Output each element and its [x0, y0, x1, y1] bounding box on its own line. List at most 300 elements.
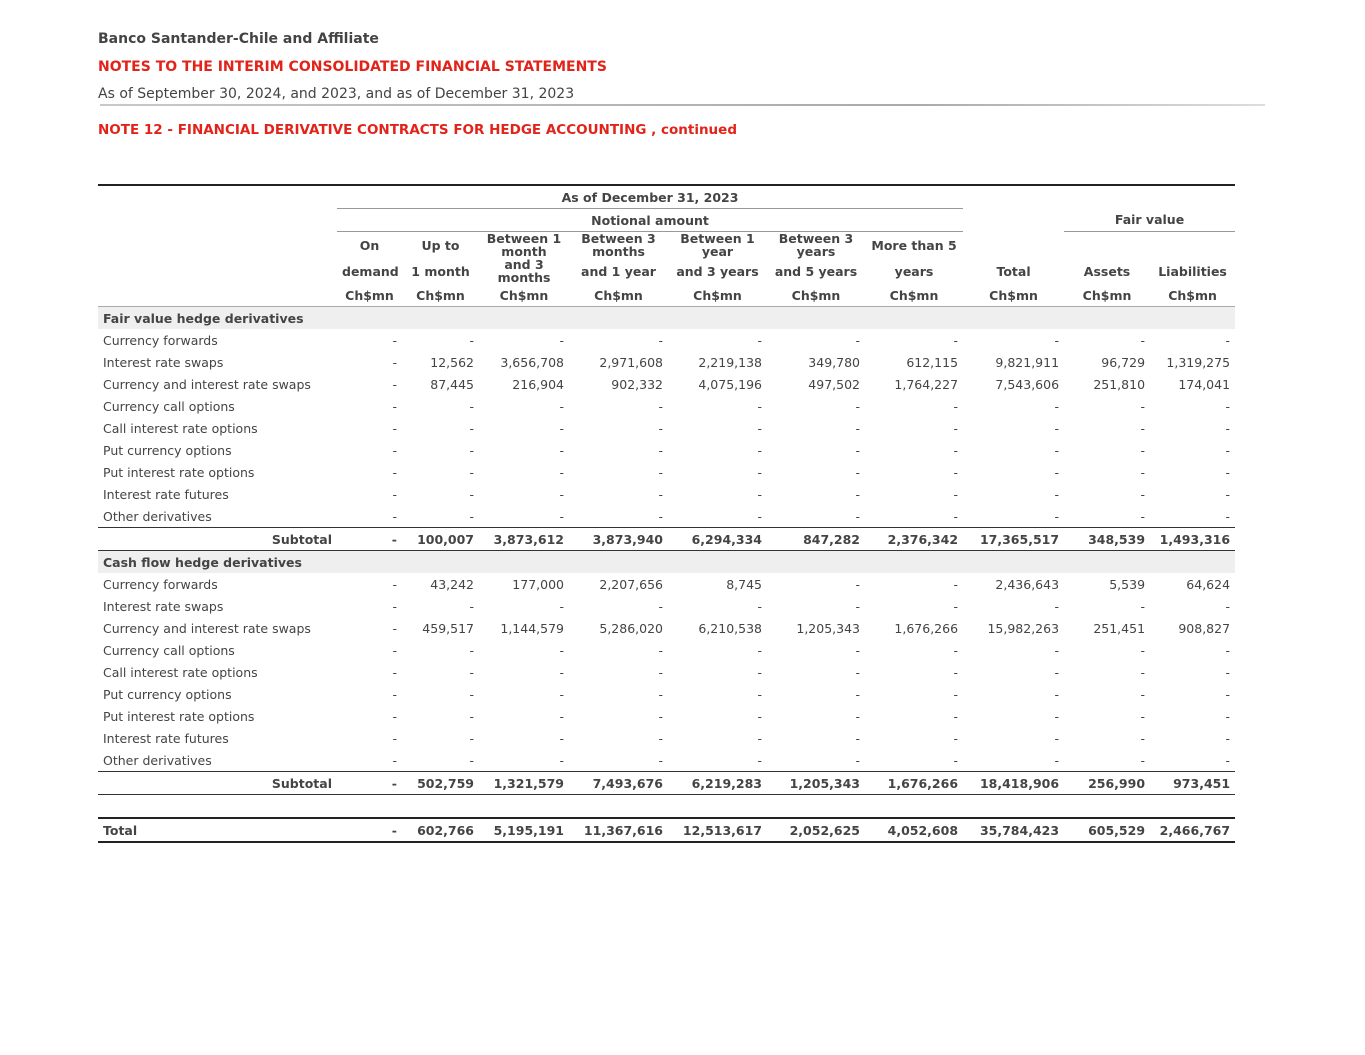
value-cell: -: [392, 508, 397, 524]
value-cell: -: [1225, 508, 1231, 524]
value-cell: 7,493,676: [569, 772, 668, 795]
row-label: Other derivatives: [103, 752, 212, 768]
value-cell: -: [658, 508, 663, 524]
value-cell: 349,780: [808, 354, 860, 370]
value-cell: -: [658, 420, 663, 436]
empty-cell: [963, 209, 1064, 232]
value-cell: -: [855, 664, 860, 680]
empty-cell: [865, 551, 963, 574]
value-cell: -: [1140, 486, 1146, 502]
value-cell: -: [392, 730, 397, 746]
table-row: [98, 727, 1235, 749]
value-cell: -: [559, 642, 564, 658]
spacer-row: [98, 795, 1235, 819]
value-cell: 6,294,334: [668, 528, 767, 551]
table-row: [98, 595, 1235, 617]
unit-label: Ch$mn: [402, 284, 479, 307]
table-row: [98, 639, 1235, 661]
column-header-line2: 1 month: [411, 263, 470, 279]
value-cell: -: [1140, 686, 1146, 702]
value-cell: 908,827: [1178, 620, 1231, 636]
value-cell: 2,971,608: [599, 354, 663, 370]
value-cell: 5,195,191: [479, 818, 569, 842]
column-header-line1: On: [359, 237, 380, 253]
value-cell: -: [658, 752, 663, 768]
value-cell: -: [469, 642, 474, 658]
table-row: [98, 351, 1235, 373]
value-cell: -: [392, 752, 397, 768]
value-cell: 1,321,579: [479, 772, 569, 795]
value-cell: -: [1225, 664, 1231, 680]
value-cell: -: [757, 486, 762, 502]
value-cell: -: [559, 486, 564, 502]
value-cell: -: [1225, 752, 1231, 768]
value-cell: 35,784,423: [963, 818, 1064, 842]
value-cell: -: [658, 686, 663, 702]
value-cell: -: [953, 752, 959, 768]
value-cell: -: [1140, 420, 1146, 436]
unit-label: Ch$mn: [865, 284, 963, 307]
table-row: [98, 683, 1235, 705]
value-cell: -: [1225, 598, 1231, 614]
value-cell: -: [469, 664, 474, 680]
empty-cell: [1064, 795, 1150, 819]
column-header-line2: and 1 year: [581, 263, 656, 279]
value-cell: -: [1140, 464, 1146, 480]
section-title: Cash flow hedge derivatives: [98, 551, 337, 574]
value-cell: -: [559, 508, 564, 524]
value-cell: -: [559, 730, 564, 746]
value-cell: 100,007: [402, 528, 479, 551]
row-label: Put interest rate options: [103, 464, 255, 480]
value-cell: -: [855, 464, 860, 480]
value-cell: -: [658, 664, 663, 680]
column-header-line2: and 5 years: [774, 263, 858, 279]
table-row: [98, 483, 1235, 505]
value-cell: -: [1225, 442, 1231, 458]
empty-cell: [479, 795, 569, 819]
row-label: Currency call options: [103, 398, 235, 414]
unit-label: Ch$mn: [963, 284, 1064, 307]
row-label: Subtotal: [98, 528, 337, 551]
value-cell: -: [953, 420, 959, 436]
row-label: Currency call options: [103, 642, 235, 658]
empty-cell: [1064, 551, 1150, 574]
column-header-line1: [1150, 232, 1235, 259]
value-cell: -: [953, 486, 959, 502]
value-cell: -: [469, 752, 474, 768]
value-cell: -: [469, 420, 474, 436]
column-header-line1: [1064, 232, 1150, 259]
value-cell: -: [1140, 398, 1146, 414]
value-cell: 1,319,275: [1166, 354, 1231, 370]
row-label: Put currency options: [103, 686, 232, 702]
empty-cell: [865, 307, 963, 330]
column-header-line1: Between 1 month: [486, 231, 562, 259]
value-cell: -: [1054, 708, 1060, 724]
subtotal-row: [98, 772, 1235, 795]
value-cell: -: [559, 752, 564, 768]
value-cell: 612,115: [906, 354, 959, 370]
value-cell: -: [392, 620, 397, 636]
value-cell: 3,656,708: [500, 354, 564, 370]
value-cell: 11,367,616: [569, 818, 668, 842]
value-cell: -: [469, 464, 474, 480]
table-row: [98, 617, 1235, 639]
row-label: Currency and interest rate swaps: [103, 620, 311, 636]
unit-label: Ch$mn: [1150, 284, 1235, 307]
section-header-row: [98, 551, 1235, 574]
value-cell: 87,445: [430, 376, 474, 392]
value-cell: -: [658, 398, 663, 414]
value-cell: 17,365,517: [963, 528, 1064, 551]
table-row: [98, 395, 1235, 417]
empty-cell: [402, 795, 479, 819]
value-cell: -: [559, 442, 564, 458]
table-row: [98, 505, 1235, 528]
value-cell: -: [658, 642, 663, 658]
value-cell: 4,052,608: [865, 818, 963, 842]
value-cell: -: [1140, 664, 1146, 680]
empty-cell: [402, 307, 479, 330]
header-divider: [100, 104, 1265, 106]
value-cell: -: [1225, 730, 1231, 746]
empty-cell: [963, 551, 1064, 574]
value-cell: -: [559, 420, 564, 436]
value-cell: 602,766: [402, 818, 479, 842]
value-cell: -: [1054, 420, 1060, 436]
empty-cell: [963, 185, 1235, 209]
unit-label: Ch$mn: [668, 284, 767, 307]
value-cell: -: [392, 486, 397, 502]
header-group-row: [98, 209, 1235, 232]
value-cell: -: [469, 398, 474, 414]
value-cell: -: [953, 442, 959, 458]
header-period-row: [98, 185, 1235, 209]
value-cell: -: [1054, 664, 1060, 680]
value-cell: -: [392, 442, 397, 458]
value-cell: -: [855, 642, 860, 658]
empty-cell: [569, 551, 668, 574]
value-cell: -: [392, 376, 397, 392]
value-cell: -: [1225, 642, 1231, 658]
empty-cell: [668, 795, 767, 819]
value-cell: -: [392, 464, 397, 480]
empty-cell: [963, 795, 1064, 819]
column-header-line2: years: [894, 263, 934, 279]
unit-label: Ch$mn: [337, 284, 402, 307]
row-label: Put currency options: [103, 442, 232, 458]
value-cell: 6,219,283: [668, 772, 767, 795]
value-cell: -: [1054, 442, 1060, 458]
value-cell: -: [1140, 442, 1146, 458]
value-cell: -: [658, 332, 663, 348]
column-header-line2: Liabilities: [1158, 263, 1227, 279]
value-cell: -: [757, 598, 762, 614]
section-title: Fair value hedge derivatives: [98, 307, 337, 330]
value-cell: -: [1140, 730, 1146, 746]
value-cell: -: [953, 664, 959, 680]
value-cell: 3,873,940: [569, 528, 668, 551]
value-cell: 5,539: [1109, 576, 1146, 592]
value-cell: -: [658, 598, 663, 614]
empty-cell: [668, 307, 767, 330]
value-cell: -: [855, 708, 860, 724]
value-cell: -: [1225, 332, 1231, 348]
row-label: Interest rate swaps: [103, 354, 224, 370]
value-cell: -: [1225, 420, 1231, 436]
value-cell: -: [337, 818, 402, 842]
value-cell: 15,982,263: [987, 620, 1060, 636]
value-cell: -: [1140, 598, 1146, 614]
value-cell: -: [757, 752, 762, 768]
value-cell: -: [757, 398, 762, 414]
value-cell: -: [337, 528, 402, 551]
value-cell: 2,376,342: [865, 528, 963, 551]
value-cell: -: [1054, 686, 1060, 702]
value-cell: -: [392, 598, 397, 614]
value-cell: -: [1140, 642, 1146, 658]
row-label: Currency forwards: [103, 332, 218, 348]
value-cell: -: [658, 730, 663, 746]
empty-cell: [337, 551, 402, 574]
value-cell: -: [953, 598, 959, 614]
value-cell: -: [469, 442, 474, 458]
empty-cell: [1150, 551, 1235, 574]
empty-cell: [402, 551, 479, 574]
value-cell: -: [658, 708, 663, 724]
column-header-line1: [963, 232, 1064, 259]
notional-amount-header: Notional amount: [337, 209, 963, 232]
empty-cell: [767, 551, 865, 574]
header-line2-row: [98, 258, 1235, 284]
value-cell: -: [757, 464, 762, 480]
value-cell: 251,810: [1093, 376, 1146, 392]
row-label: Call interest rate options: [103, 664, 258, 680]
column-header-line2: demand: [342, 263, 399, 279]
value-cell: 4,075,196: [698, 376, 762, 392]
value-cell: -: [855, 332, 860, 348]
value-cell: -: [1225, 708, 1231, 724]
value-cell: -: [1054, 508, 1060, 524]
column-header-line1: Between 3 months: [581, 231, 656, 259]
empty-cell: [337, 795, 402, 819]
value-cell: 847,282: [767, 528, 865, 551]
empty-cell: [98, 185, 337, 209]
value-cell: -: [855, 752, 860, 768]
table-row: [98, 573, 1235, 595]
value-cell: -: [757, 642, 762, 658]
value-cell: -: [953, 332, 959, 348]
period-header: As of December 31, 2023: [337, 185, 963, 209]
value-cell: 96,729: [1101, 354, 1146, 370]
row-label: Currency forwards: [103, 576, 218, 592]
value-cell: -: [757, 420, 762, 436]
value-cell: -: [855, 598, 860, 614]
column-header-line1: More than 5: [871, 237, 957, 253]
value-cell: 7,543,606: [995, 376, 1060, 392]
value-cell: -: [392, 420, 397, 436]
value-cell: 2,052,625: [767, 818, 865, 842]
value-cell: 177,000: [512, 576, 564, 592]
empty-cell: [767, 795, 865, 819]
value-cell: -: [469, 686, 474, 702]
value-cell: -: [392, 642, 397, 658]
units-row: [98, 284, 1235, 307]
value-cell: -: [953, 686, 959, 702]
value-cell: 973,451: [1150, 772, 1235, 795]
value-cell: 216,904: [512, 376, 564, 392]
value-cell: -: [757, 686, 762, 702]
section-header-row: [98, 307, 1235, 330]
value-cell: 256,990: [1064, 772, 1150, 795]
value-cell: 2,219,138: [698, 354, 762, 370]
value-cell: -: [1054, 332, 1060, 348]
value-cell: -: [559, 686, 564, 702]
value-cell: 64,624: [1186, 576, 1231, 592]
empty-cell: [569, 307, 668, 330]
value-cell: -: [855, 486, 860, 502]
value-cell: -: [1140, 508, 1146, 524]
table-row: [98, 373, 1235, 395]
column-header-line1: Between 3 years: [778, 231, 854, 259]
empty-cell: [1150, 795, 1235, 819]
value-cell: -: [1140, 708, 1146, 724]
value-cell: -: [953, 642, 959, 658]
value-cell: 5,286,020: [599, 620, 663, 636]
note-title: NOTE 12 - FINANCIAL DERIVATIVE CONTRACTS FOR HEDGE ACCOUNTING , continued: [98, 122, 737, 138]
value-cell: -: [757, 708, 762, 724]
value-cell: -: [469, 486, 474, 502]
value-cell: -: [757, 664, 762, 680]
value-cell: -: [392, 686, 397, 702]
value-cell: 2,466,767: [1150, 818, 1235, 842]
unit-label: Ch$mn: [479, 284, 569, 307]
value-cell: -: [1140, 332, 1146, 348]
table-row: [98, 439, 1235, 461]
empty-cell: [767, 307, 865, 330]
column-header-line2: and 3 months: [497, 257, 551, 285]
value-cell: -: [559, 464, 564, 480]
value-cell: 251,451: [1093, 620, 1146, 636]
value-cell: -: [1054, 486, 1060, 502]
value-cell: -: [855, 442, 860, 458]
row-label: Interest rate swaps: [103, 598, 224, 614]
value-cell: 1,764,227: [894, 376, 959, 392]
value-cell: -: [392, 332, 397, 348]
value-cell: -: [559, 398, 564, 414]
value-cell: -: [953, 730, 959, 746]
value-cell: -: [658, 464, 663, 480]
value-cell: -: [559, 664, 564, 680]
empty-cell: [668, 551, 767, 574]
value-cell: -: [1140, 752, 1146, 768]
value-cell: -: [953, 398, 959, 414]
value-cell: 348,539: [1064, 528, 1150, 551]
empty-cell: [569, 795, 668, 819]
as-of-dates: As of September 30, 2024, and 2023, and as of December 31, 2023: [98, 86, 575, 102]
value-cell: -: [1054, 464, 1060, 480]
value-cell: -: [658, 486, 663, 502]
empty-cell: [865, 795, 963, 819]
value-cell: -: [757, 442, 762, 458]
value-cell: -: [1054, 598, 1060, 614]
value-cell: -: [1054, 752, 1060, 768]
fair-value-header: Fair value: [1064, 209, 1235, 232]
value-cell: -: [392, 354, 397, 370]
value-cell: -: [1225, 686, 1231, 702]
column-header-line1: Up to: [421, 237, 460, 253]
value-cell: -: [855, 508, 860, 524]
value-cell: 174,041: [1178, 376, 1231, 392]
empty-cell: [98, 795, 337, 819]
value-cell: -: [469, 730, 474, 746]
column-header-line2: Total: [996, 263, 1031, 279]
row-label: Currency and interest rate swaps: [103, 376, 311, 392]
value-cell: -: [1054, 642, 1060, 658]
value-cell: -: [1054, 730, 1060, 746]
value-cell: 1,676,266: [865, 772, 963, 795]
row-label: Call interest rate options: [103, 420, 258, 436]
value-cell: -: [953, 576, 959, 592]
value-cell: 6,210,538: [698, 620, 762, 636]
value-cell: -: [757, 730, 762, 746]
value-cell: -: [855, 398, 860, 414]
value-cell: -: [559, 708, 564, 724]
value-cell: 3,873,612: [479, 528, 569, 551]
header-line1-row: [98, 232, 1235, 259]
row-label: Total: [98, 818, 337, 842]
row-label: Other derivatives: [103, 508, 212, 524]
empty-cell: [98, 258, 337, 284]
empty-cell: [963, 307, 1064, 330]
value-cell: -: [855, 730, 860, 746]
value-cell: 9,821,911: [995, 354, 1060, 370]
row-label: Interest rate futures: [103, 486, 229, 502]
value-cell: 1,493,316: [1150, 528, 1235, 551]
value-cell: -: [392, 708, 397, 724]
empty-cell: [98, 209, 337, 232]
value-cell: -: [392, 576, 397, 592]
empty-cell: [1064, 307, 1150, 330]
value-cell: -: [469, 708, 474, 724]
derivatives-table: [98, 184, 1235, 843]
value-cell: -: [469, 332, 474, 348]
value-cell: -: [855, 686, 860, 702]
table-row: [98, 461, 1235, 483]
value-cell: -: [953, 708, 959, 724]
column-header-line1: Between 1 year: [680, 231, 755, 259]
value-cell: 459,517: [422, 620, 474, 636]
row-label: Put interest rate options: [103, 708, 255, 724]
value-cell: -: [559, 598, 564, 614]
table-row: [98, 329, 1235, 351]
value-cell: -: [337, 772, 402, 795]
value-cell: -: [1225, 486, 1231, 502]
value-cell: 902,332: [611, 376, 663, 392]
unit-label: Ch$mn: [1064, 284, 1150, 307]
notes-title: NOTES TO THE INTERIM CONSOLIDATED FINANCIAL STATEMENTS: [98, 59, 607, 75]
value-cell: -: [392, 664, 397, 680]
empty-cell: [479, 307, 569, 330]
value-cell: 12,513,617: [668, 818, 767, 842]
table-row: [98, 661, 1235, 683]
column-header-line2: and 3 years: [676, 263, 759, 279]
value-cell: 8,745: [726, 576, 762, 592]
value-cell: 502,759: [402, 772, 479, 795]
value-cell: 12,562: [430, 354, 474, 370]
unit-label: Ch$mn: [767, 284, 865, 307]
